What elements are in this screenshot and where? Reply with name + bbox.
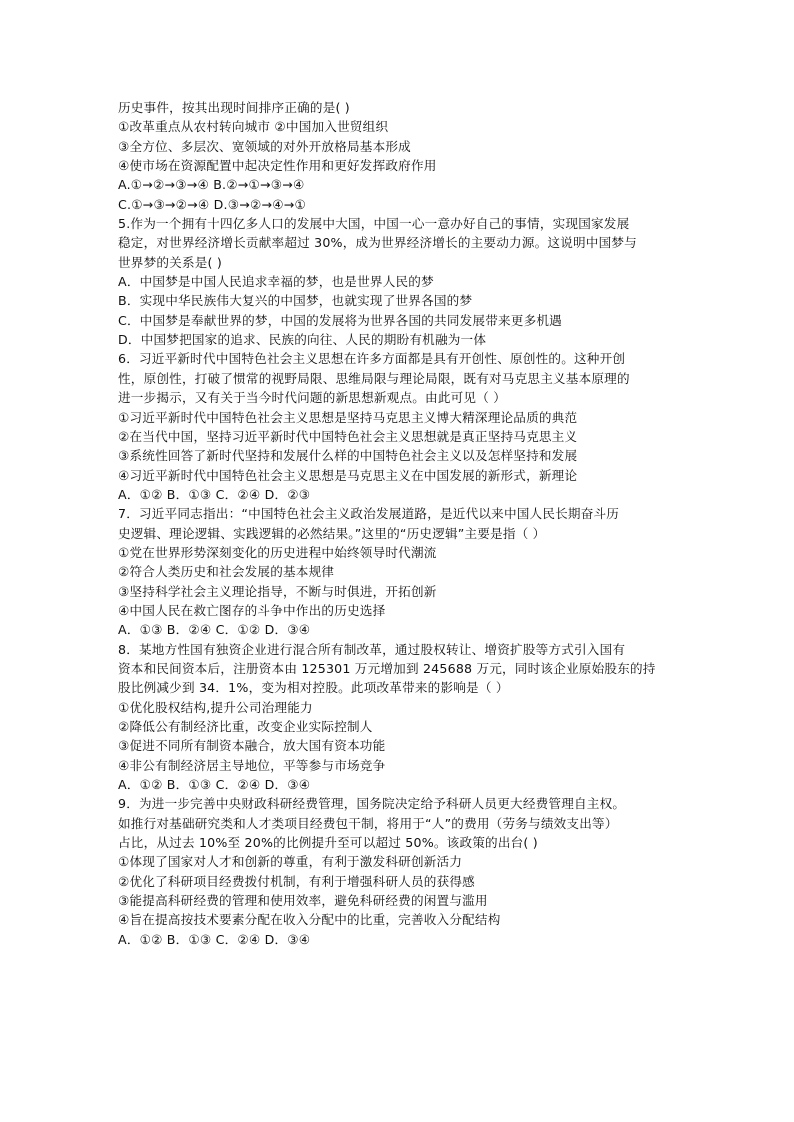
statement-item: ③能提高科研经费的管理和使用效率，避免科研经费的闲置与滥用: [118, 893, 488, 909]
answer-options: C.①→③→②→④ D.③→②→④→①: [118, 196, 306, 212]
statement-item: ①优化股权结构,提升公司治理能力: [118, 699, 313, 715]
statement-item: ④非公有制经济居主导地位，平等参与市场竞争: [118, 757, 386, 773]
answer-option-b: B．实现中华民族伟大复兴的中国梦，也就实现了世界各国的梦: [118, 293, 473, 309]
question-stem: 6．习近平新时代中国特色社会主义思想在许多方面都是具有开创性、原创性的。这种开创: [118, 351, 626, 367]
question-stem: 世界梦的关系是( ): [118, 254, 222, 270]
answer-options: A．①② B．①③ C．②④ D．③④: [118, 777, 311, 793]
statement-item: ④旨在提高按技术要素分配在收入分配中的比重，完善收入分配结构: [118, 912, 501, 928]
statement-item: ②降低公有制经济比重，改变企业实际控制人: [118, 719, 373, 734]
statement-item: ①体现了国家对人才和创新的尊重，有利于激发科研创新活力: [118, 854, 463, 870]
statement-item: ②在当代中国，坚持习近平新时代中国特色社会主义思想就是真正坚持马克思主义: [118, 428, 578, 444]
answer-options: A.①→②→③→④ B.②→①→③→④: [118, 177, 305, 193]
statement-item: ④使市场在资源配置中起决定性作用和更好发挥政府作用: [118, 158, 437, 174]
answer-option-a: A．中国梦是中国人民追求幸福的梦，也是世界人民的梦: [118, 274, 434, 290]
answer-option-d: D．中国梦把国家的追求、民族的向往、人民的期盼有机融为一体: [118, 332, 487, 348]
question-stem: 股比例减少到 34．1%，变为相对控股。此项改革带来的影响是（ ）: [118, 680, 509, 696]
question-8: [118, 640, 690, 795]
question-stem: 性，原创性，打破了惯常的视野局限、思维局限与理论局限，既有对马克思主义基本原理的: [118, 370, 630, 386]
statement-item: ③系统性回答了新时代坚持和发展什么样的中国特色社会主义以及怎样坚持和发展: [118, 448, 578, 464]
answer-options: A．①② B．①③ C．②④ D．③④: [118, 931, 311, 947]
question-7: [118, 504, 690, 639]
statement-item: ①习近平新时代中国特色社会主义思想是坚持马克思主义博大精深理论品质的典范: [118, 409, 578, 425]
question-stem: 占比，从过去 10%至 20%的比例提升至可以超过 50%。该政策的出台( ): [118, 835, 538, 851]
question-5: [118, 214, 690, 349]
question-4: [118, 98, 690, 214]
question-9: [118, 794, 690, 949]
statement-item: ③全方位、多层次、宽领域的对外开放格局基本形成: [118, 138, 411, 154]
exam-page: [118, 98, 690, 949]
answer-option-c: C．中国梦是奉献世界的梦，中国的发展将为世界各国的共同发展带来更多机遇: [118, 312, 562, 328]
question-6: [118, 349, 690, 504]
statement-item: ①改革重点从农村转向城市 ②中国加入世贸组织: [118, 119, 389, 135]
question-stem: 8．某地方性国有独资企业进行混合所有制改革，通过股权转让、增资扩股等方式引入国有: [118, 641, 626, 657]
statement-item: ①党在世界形势深刻变化的历史进程中始终领导时代潮流: [118, 544, 437, 560]
answer-options: A．①② B．①③ C．②④ D．②③: [118, 486, 311, 502]
statement-item: ②优化了科研项目经费拨付机制，有利于增强科研人员的获得感: [118, 873, 475, 889]
question-stem: 史逻辑、理论逻辑、实践逻辑的必然结果。”这里的“历史逻辑”主要是指（ ）: [118, 525, 546, 541]
statement-item: ④习近平新时代中国特色社会主义思想是马克思主义在中国发展的新形式，新理论: [118, 467, 578, 483]
question-stem: 7．习近平同志指出：“中国特色社会主义政治发展道路，是近代以来中国人民长期奋斗历: [118, 506, 620, 522]
question-stem: 9．为进一步完善中央财政科研经费管理，国务院决定给予科研人员更大经费管理自主权。: [118, 796, 626, 812]
question-stem: 历史事件，按其出现时间排序正确的是( ): [118, 100, 350, 115]
statement-item: ③促进不同所有制资本融合，放大国有资本功能: [118, 738, 386, 754]
statement-item: ②符合人类历史和社会发展的基本规律: [118, 564, 335, 580]
question-stem: 进一步揭示，又有关于当今时代问题的新思想新观点。由此可见（ ）: [118, 390, 507, 406]
question-stem: 稳定，对世界经济增长贡献率超过 30%，成为世界经济增长的主要动力源。这说明中国梦与: [118, 235, 637, 251]
question-stem: 5.作为一个拥有十四亿多人口的发展中大国，中国一心一意办好自己的事情，实现国家发展: [118, 216, 630, 232]
statement-item: ④中国人民在救亡图存的斗争中作出的历史选择: [118, 602, 386, 618]
question-stem: 资本和民间资本后，注册资本由 125301 万元增加到 245688 万元，同时该企业原始股东的持: [118, 660, 656, 676]
answer-options: A．①③ B．②④ C．①② D．③④: [118, 622, 311, 638]
question-stem: 如推行对基础研究类和人才类项目经费包干制，将用于“人”的费用（劳务与绩效支出等）: [118, 815, 618, 831]
statement-item: ③坚持科学社会主义理论指导，不断与时俱进，开拓创新: [118, 583, 437, 599]
